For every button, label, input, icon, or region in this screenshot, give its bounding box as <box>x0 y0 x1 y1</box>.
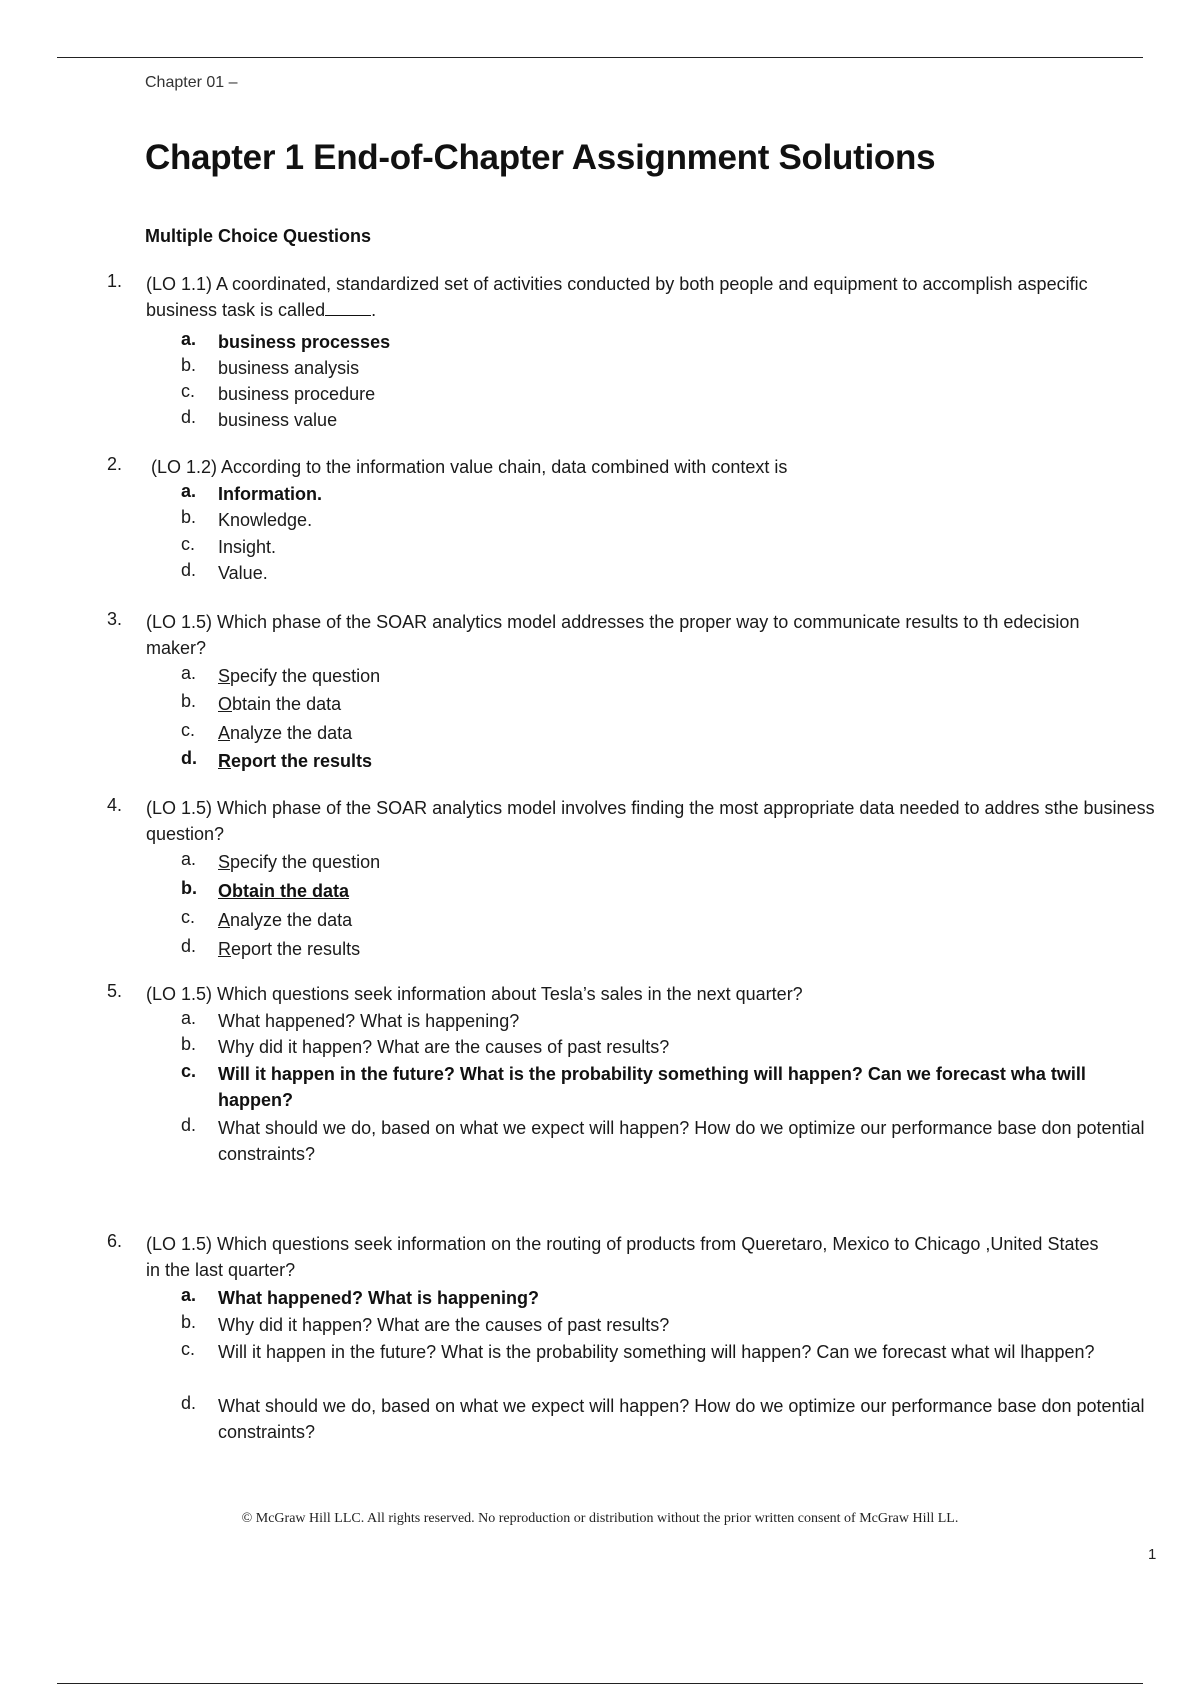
option-text: Insight. <box>218 537 277 557</box>
copyright-notice: © McGraw Hill LLC. All rights reserved. No reproduction or distribution without the prior written consent of McGraw Hill LL. <box>241 1511 959 1526</box>
option-letter: b. <box>181 878 197 898</box>
question-number: 2. <box>107 454 123 474</box>
question-number: 3. <box>107 609 123 629</box>
option-letter: a. <box>181 329 197 349</box>
question-text: (LO 1.5) Which questions seek information on the routing of products from Queretaro, Mexico to Chicago ,United States in the last quarter? <box>146 1234 1099 1280</box>
option-text: What should we do, based on what we expect will happen? How do we optimize our performance base don potential constraints? <box>218 1396 1145 1442</box>
option-text: Analyze the data <box>218 910 353 930</box>
option-letter: c. <box>181 907 196 927</box>
question-number: 4. <box>107 795 123 815</box>
option-letter: a. <box>181 663 197 683</box>
option-text: Knowledge. <box>218 510 313 530</box>
option-letter: c. <box>181 381 196 401</box>
option-letter: c. <box>181 720 196 740</box>
option-letter: b. <box>181 507 197 527</box>
option-letter: b. <box>181 691 197 711</box>
option-letter: b. <box>181 1034 197 1054</box>
footer-rule <box>57 1683 1143 1684</box>
answer-blank <box>325 300 371 316</box>
question-text: (LO 1.5) Which phase of the SOAR analytics model involves finding the most appropriate data needed to addres sthe business question? <box>146 798 1155 844</box>
page-title: Chapter 1 End-of-Chapter Assignment Solutions <box>145 138 936 177</box>
option-text: Value. <box>218 563 268 583</box>
option-text: Obtain the data <box>218 694 342 714</box>
option-text: What should we do, based on what we expect will happen? How do we optimize our performance base don potential constraints? <box>218 1118 1145 1164</box>
option-text: business analysis <box>218 358 360 378</box>
option-letter: d. <box>181 407 197 427</box>
option-text: Obtain the data <box>218 881 350 901</box>
option-text: business value <box>218 410 338 430</box>
option-letter: d. <box>181 748 197 768</box>
option-text: business procedure <box>218 384 376 404</box>
option-text: Will it happen in the future? What is the probability something will happen? Can we forecast what wil lhappen? <box>218 1342 1095 1362</box>
question-text <box>146 271 1136 323</box>
option-text: Report the results <box>218 751 373 771</box>
question-number: 1. <box>107 271 123 291</box>
option-letter: a. <box>181 849 197 869</box>
question-text: (LO 1.2) According to the information value chain, data combined with context is <box>146 457 788 477</box>
question-text-part: (LO 1.1) A coordinated, standardized set of activities conducted by both people and equipment to accomplish aspecific business task is called <box>146 274 1088 320</box>
option-letter: b. <box>181 1312 197 1332</box>
option-letter: c. <box>181 1339 196 1359</box>
option-letter: b. <box>181 355 197 375</box>
option-letter: d. <box>181 936 197 956</box>
option-letter: a. <box>181 1285 197 1305</box>
question-number: 6. <box>107 1231 123 1251</box>
option-text: Report the results <box>218 939 361 959</box>
question-text-part: . <box>371 300 377 320</box>
option-text: What happened? What is happening? <box>218 1288 539 1308</box>
option-text: Why did it happen? What are the causes of past results? <box>218 1315 670 1335</box>
option-text: business processes <box>218 332 391 352</box>
page-number: 1 <box>1148 1546 1157 1563</box>
option-text: Why did it happen? What are the causes of past results? <box>218 1037 670 1057</box>
option-letter: a. <box>181 1008 197 1028</box>
option-text: Specify the question <box>218 666 381 686</box>
header-rule <box>57 57 1143 58</box>
section-heading: Multiple Choice Questions <box>145 226 372 246</box>
question-number: 5. <box>107 981 123 1001</box>
question-text: (LO 1.5) Which questions seek information about Tesla’s sales in the next quarter? <box>146 984 803 1004</box>
option-text: Specify the question <box>218 852 381 872</box>
option-text: Will it happen in the future? What is the probability something will happen? Can we forecast wha twill happen? <box>218 1064 1086 1110</box>
option-text: What happened? What is happening? <box>218 1011 520 1031</box>
option-letter: d. <box>181 1115 197 1135</box>
option-letter: a. <box>181 481 197 501</box>
question-text: (LO 1.5) Which phase of the SOAR analytics model addresses the proper way to communicate results to th edecision maker? <box>146 612 1080 658</box>
running-head: Chapter 01 – <box>145 74 238 91</box>
option-letter: d. <box>181 1393 197 1413</box>
option-text: Analyze the data <box>218 723 353 743</box>
option-letter: c. <box>181 534 196 554</box>
option-letter: d. <box>181 560 197 580</box>
option-text: Information. <box>218 484 322 504</box>
option-letter: c. <box>181 1061 197 1081</box>
